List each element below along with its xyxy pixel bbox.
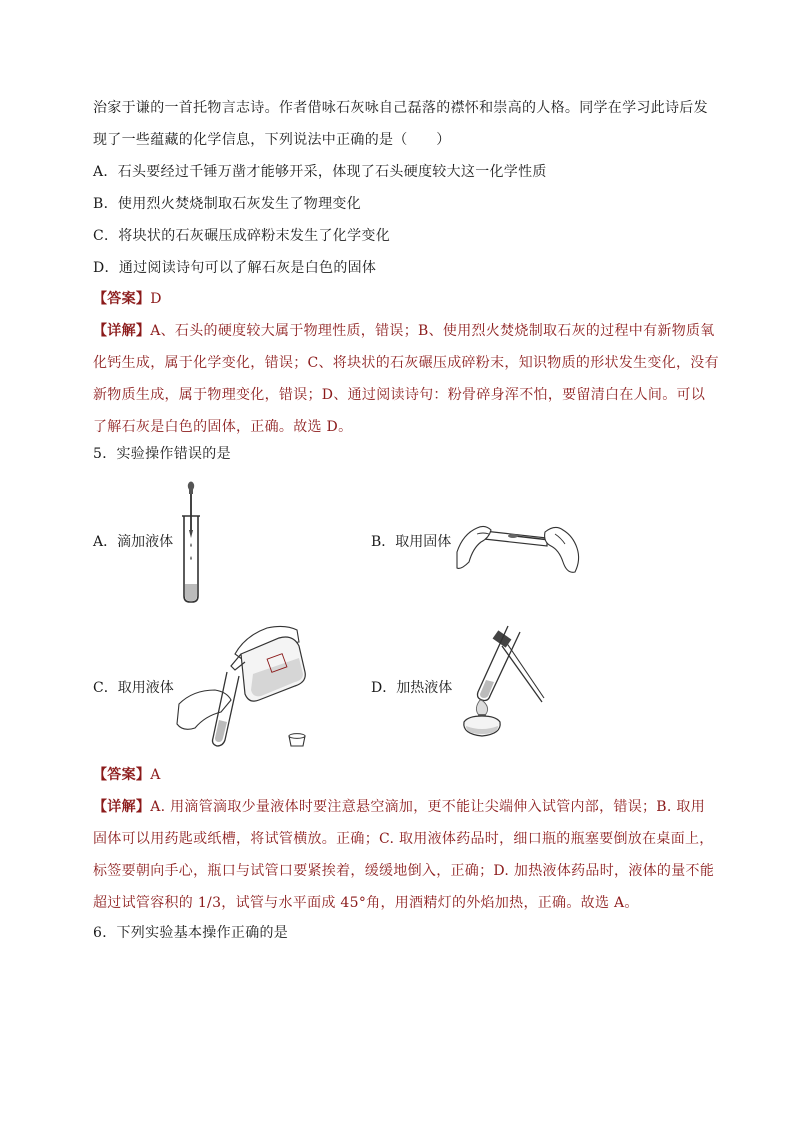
alcohol-lamp-heating-icon <box>450 618 550 738</box>
pouring-bottle-icon <box>175 620 325 750</box>
answer-value: D <box>150 291 162 307</box>
q4-stem-line-2: 现了一些蕴藏的化学信息，下列说法中正确的是（ ） <box>93 132 451 148</box>
q5-explain-line-2: 固体可以用药匙或纸槽，将试管横放。正确；C. 取用液体药品时，细口瓶的瓶塞要倒放在桌面上， <box>93 831 714 847</box>
q5-explain-line-1 <box>93 797 713 817</box>
explain-text: A、石头的硬度较大属于物理性质，错误；B、使用烈火焚烧制取石灰的过程中有新物质氧 <box>150 323 715 339</box>
answer-value: A <box>150 767 161 783</box>
q5-option-b-label: B．取用固体 <box>371 534 452 550</box>
hands-test-tube-spoon-icon <box>455 512 585 578</box>
q5-explain-line-4: 超过试管容积的 1/3，试管与水平面成 45°角，用酒精灯的外焰加热，正确。故选 A。 <box>93 895 639 911</box>
explain-text: A. 用滴管滴取少量液体时要注意悬空滴加，更不能让尖端伸入试管内部，错误；B. 取用 <box>150 799 705 815</box>
q4-option-c: C．将块状的石灰碾压成碎粉末发生了化学变化 <box>93 228 391 244</box>
answer-tag: 【答案】 <box>93 291 151 307</box>
q5-explain-line-3: 标签要朝向手心，瓶口与试管口要紧挨着，缓缓地倒入，正确；D. 加热液体药品时，液体的量不能 <box>93 863 715 879</box>
q6-stem: 6．下列实验基本操作正确的是 <box>93 925 289 941</box>
q5-option-a-label: A．滴加液体 <box>93 534 174 550</box>
q4-explain-line-4: 了解石灰是白色的固体，正确。故选 D。 <box>93 419 353 435</box>
q4-option-d: D．通过阅读诗句可以了解石灰是白色的固体 <box>93 260 377 276</box>
explain-tag: 【详解】 <box>93 323 151 339</box>
q4-option-a: A．石头要经过千锤万凿才能够开采，体现了石头硬度较大这一化学性质 <box>93 164 547 180</box>
explain-tag: 【详解】 <box>93 799 151 815</box>
q4-explain-line-1 <box>93 321 713 341</box>
q5-answer <box>93 765 713 785</box>
dropper-test-tube-icon <box>180 480 210 606</box>
q4-explain-line-2: 化钙生成，属于化学变化，错误；C、将块状的石灰碾压成碎粉末，知识物质的形状发生变化，没有 <box>93 355 719 371</box>
q4-stem-line-1: 治家于谦的一首托物言志诗。作者借咏石灰咏自己磊落的襟怀和崇高的人格。同学在学习此诗后发 <box>93 100 708 116</box>
answer-tag: 【答案】 <box>93 767 151 783</box>
q5-option-d-label: D．加热液体 <box>371 680 453 696</box>
q4-answer <box>93 289 713 309</box>
q5-option-c-label: C．取用液体 <box>93 680 174 696</box>
q4-explain-line-3: 新物质生成，属于物理变化，错误；D、通过阅读诗句：粉骨碎身浑不怕，要留清白在人间。可以 <box>93 387 706 403</box>
q5-stem: 5．实验操作错误的是 <box>93 446 231 462</box>
q4-option-b: B．使用烈火焚烧制取石灰发生了物理变化 <box>93 196 361 212</box>
